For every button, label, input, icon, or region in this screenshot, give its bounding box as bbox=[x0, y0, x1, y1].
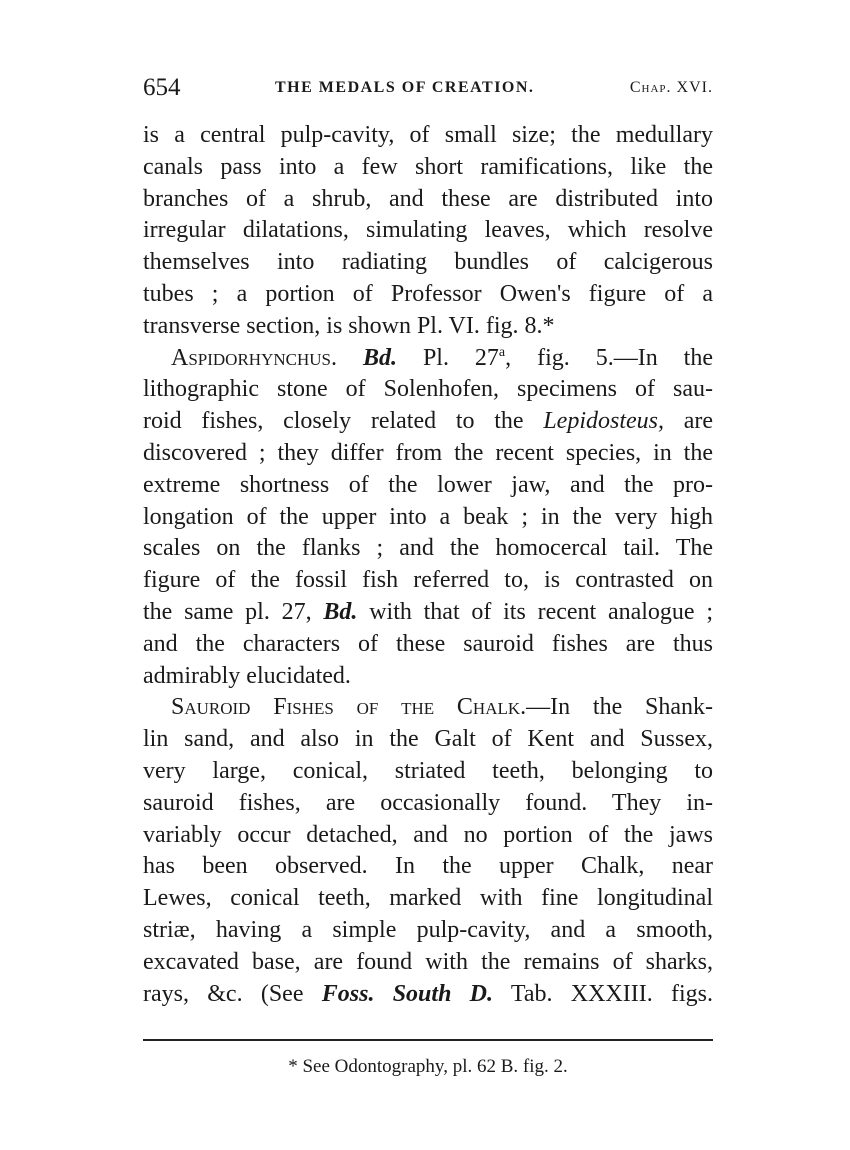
footnote: * See Odontography, pl. 62 B. fig. 2. bbox=[288, 1056, 568, 1077]
text-line bbox=[143, 979, 713, 1011]
superscript: a bbox=[498, 344, 506, 360]
text-line: striæ, having a simple pulp-cavity, and a smooth, bbox=[143, 916, 713, 943]
genus-name: Lepidosteus, bbox=[543, 408, 664, 435]
reference-foss-south-d: Foss. South D. bbox=[321, 980, 494, 1007]
reference-bd: Bd. bbox=[323, 598, 358, 625]
reference-bd: Bd. bbox=[362, 344, 397, 371]
text-fragment: the same pl. 27, bbox=[143, 598, 312, 625]
body-text bbox=[143, 120, 713, 1010]
text-line: discovered ; they differ from the recent species, in the bbox=[143, 439, 713, 466]
text-line: figure of the fossil fish referred to, is contrasted on bbox=[143, 567, 713, 594]
page-number: 654 bbox=[143, 74, 181, 101]
text-line: themselves into radiating bundles of calcigerous bbox=[143, 249, 713, 276]
running-title: THE MEDALS OF CREATION. bbox=[275, 79, 535, 96]
text-line: variably occur detached, and no portion of the jaws bbox=[143, 821, 713, 848]
text-line: sauroid fishes, are occasionally found. They in- bbox=[143, 789, 713, 816]
text-line: is a central pulp-cavity, of small size; the medullary bbox=[143, 122, 713, 148]
text-line: branches of a shrub, and these are distributed into bbox=[143, 185, 713, 212]
text-fragment: with that of its recent analogue ; bbox=[369, 598, 714, 625]
text-line: Lewes, conical teeth, marked with fine longitudinal bbox=[143, 885, 713, 912]
text-line: has been observed. In the upper Chalk, near bbox=[143, 853, 713, 880]
text-line: very large, conical, striated teeth, belonging to bbox=[143, 757, 713, 784]
text-line: transverse section, is shown Pl. VI. fig. 8.* bbox=[143, 312, 555, 339]
page-header bbox=[143, 74, 713, 108]
text-line-section-heading bbox=[143, 343, 713, 375]
text-fragment: rays, &c. (See bbox=[143, 980, 304, 1007]
text-fragment: are bbox=[683, 408, 714, 435]
text-line bbox=[143, 597, 713, 629]
text-fragment: Tab. XXXIII. figs. bbox=[510, 980, 713, 1007]
text-line-section-heading bbox=[143, 692, 713, 724]
text-line: tubes ; a portion of Professor Owen's figure of a bbox=[143, 280, 713, 307]
plate-ref: Pl. 27 bbox=[422, 344, 499, 371]
text-line: longation of the upper into a beak ; in the very high bbox=[143, 503, 713, 530]
text-fragment: , fig. 5.—In the bbox=[505, 344, 714, 371]
text-line: extreme shortness of the lower jaw, and the pro- bbox=[143, 471, 713, 498]
chapter-label: Chap. XVI. bbox=[629, 79, 713, 96]
section-heading-aspidorhynchus: Aspidorhynchus. bbox=[171, 344, 337, 371]
text-line: irregular dilatations, simulating leaves, which resolve bbox=[143, 217, 713, 244]
text-line: scales on the flanks ; and the homocercal tail. The bbox=[143, 535, 713, 562]
text-line: excavated base, are found with the remains of sharks, bbox=[143, 948, 713, 975]
section-heading-sauroid-fishes: Sauroid Fishes of the Chalk. bbox=[171, 694, 527, 721]
text-line: lithographic stone of Solenhofen, specimens of sau- bbox=[143, 376, 713, 403]
text-line: and the characters of these sauroid fishes are thus bbox=[143, 630, 713, 657]
text-line: admirably elucidated. bbox=[143, 662, 351, 689]
text-fragment: roid fishes, closely related to the bbox=[143, 408, 524, 435]
text-line: canals pass into a few short ramifications, like the bbox=[143, 153, 713, 180]
text-fragment: —In the Shank- bbox=[526, 694, 713, 721]
text-line bbox=[143, 406, 713, 438]
footnote-divider bbox=[143, 1039, 713, 1041]
text-line: lin sand, and also in the Galt of Kent and Sussex, bbox=[143, 726, 713, 753]
